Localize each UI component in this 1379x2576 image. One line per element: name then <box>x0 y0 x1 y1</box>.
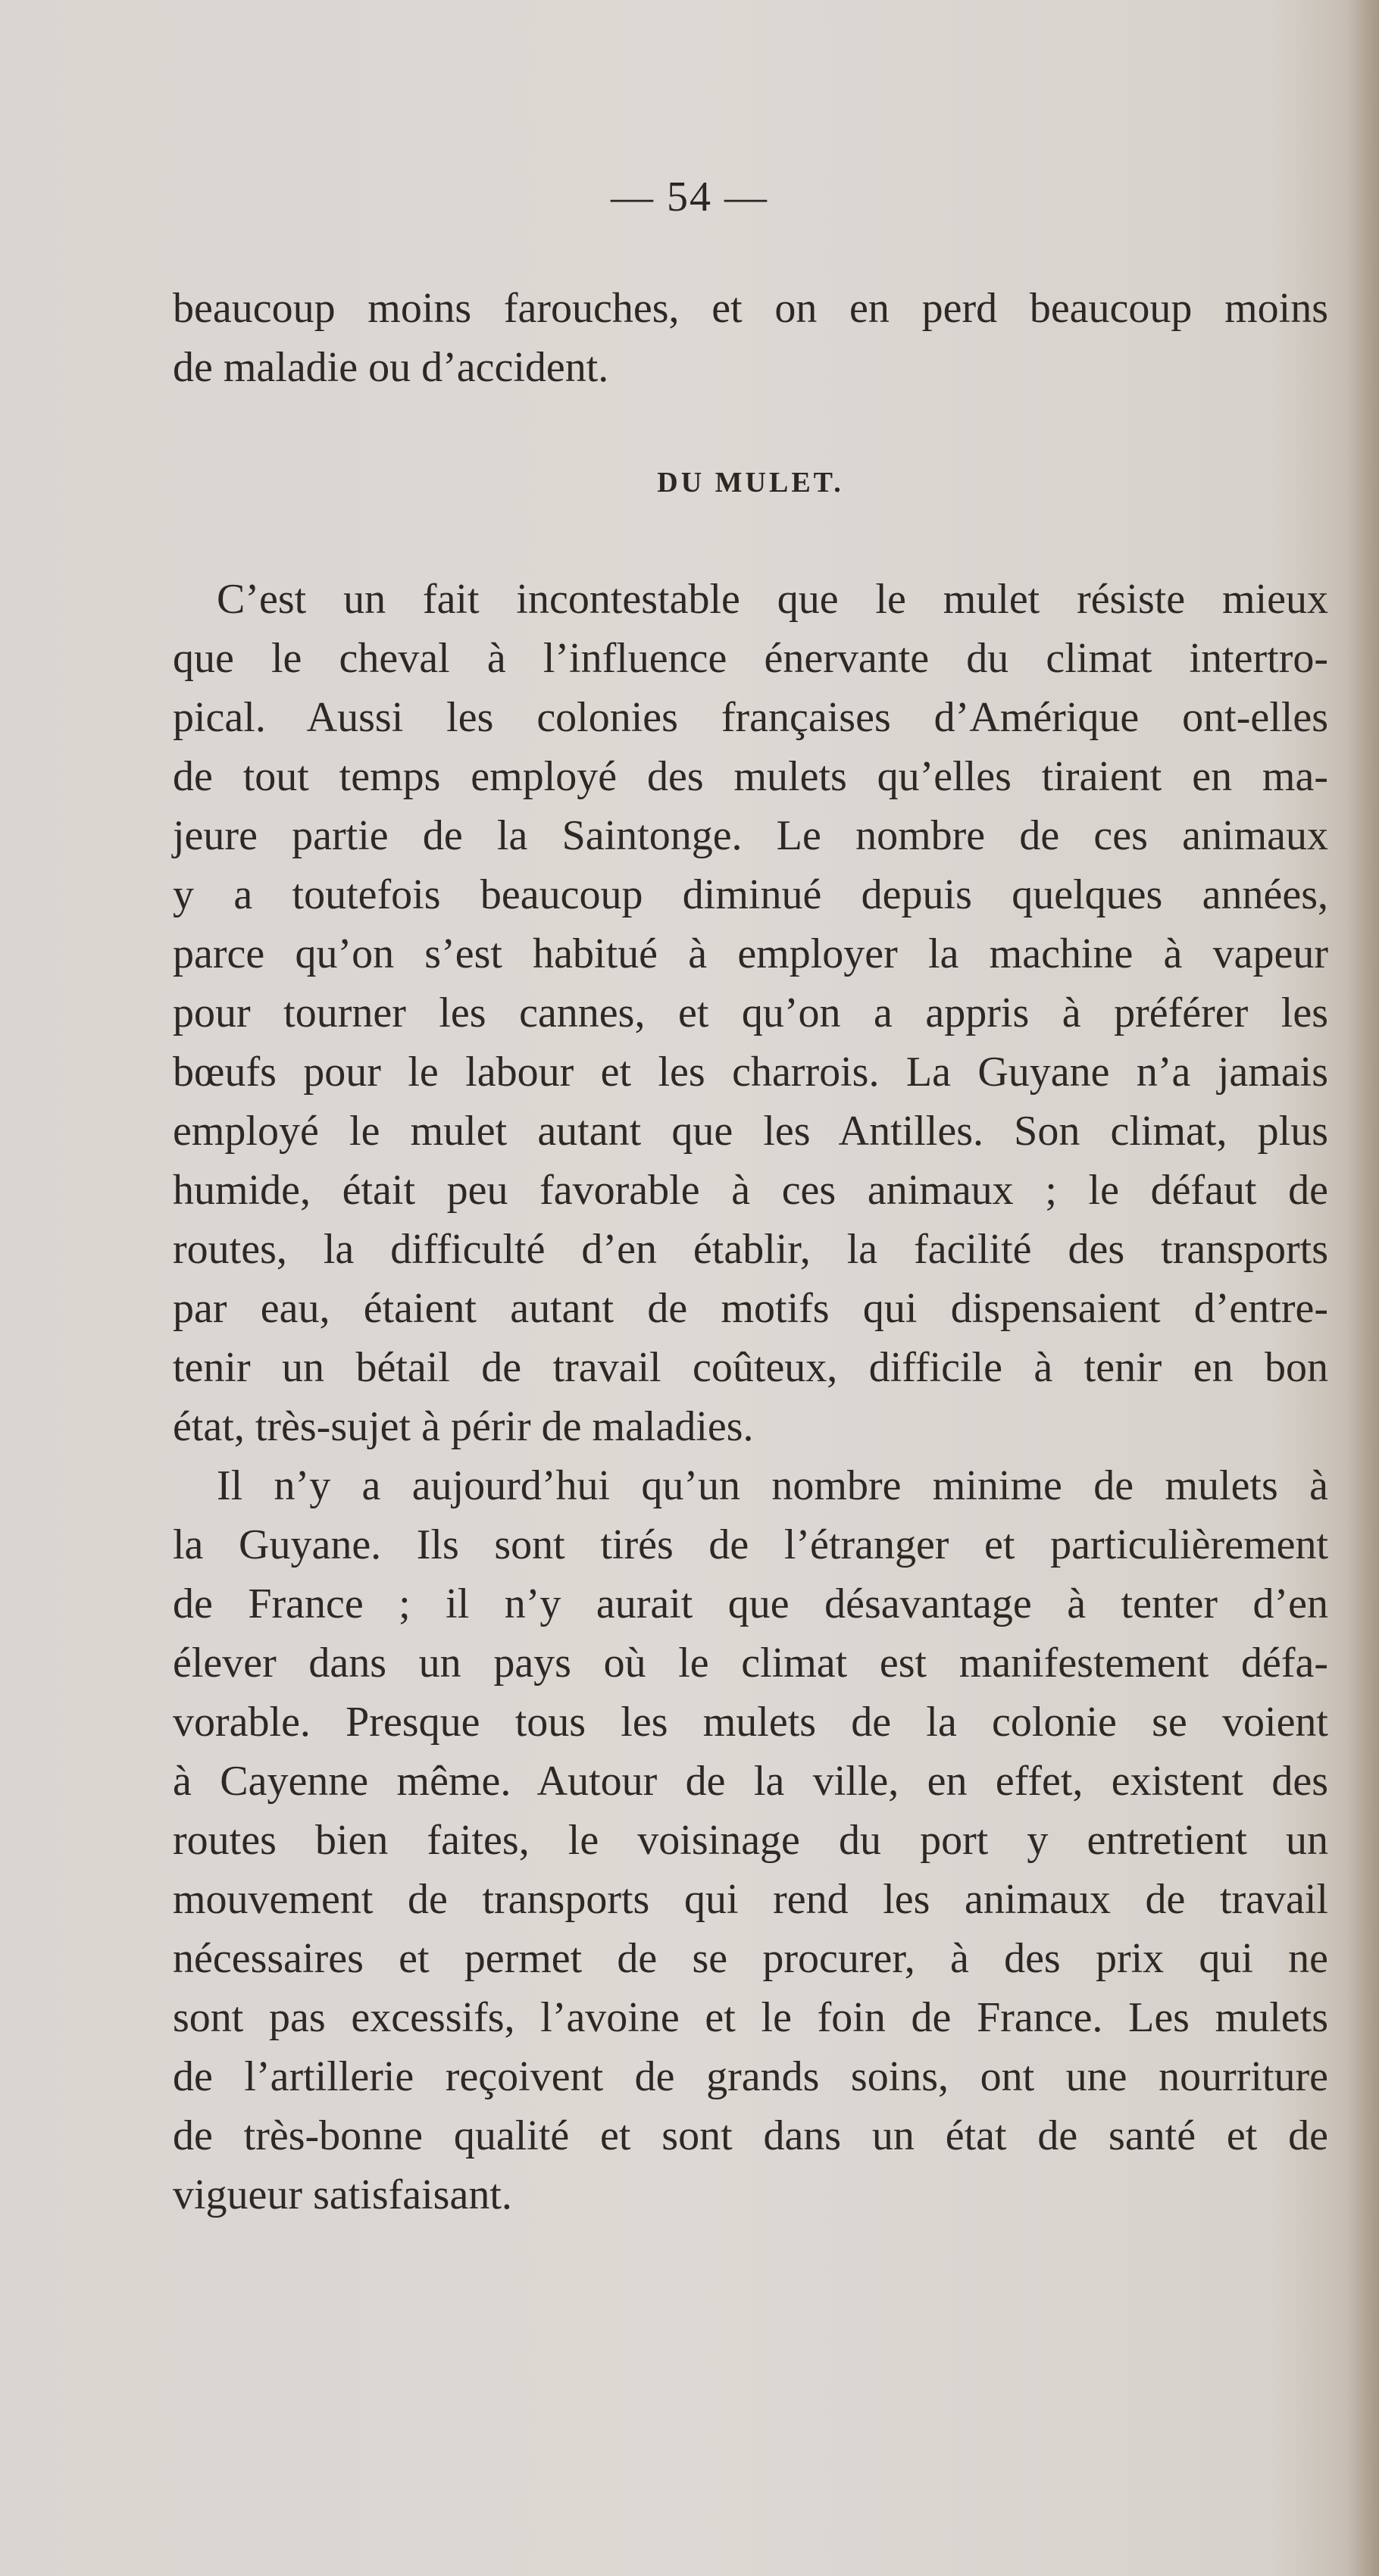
page-edge-shadow <box>1349 0 1379 2576</box>
text-line: y a toutefois beaucoup diminué depuis quelques années, <box>173 871 1328 918</box>
text-line: bœufs pour le labour et les charrois. La Guyane n’a jamais <box>173 1049 1328 1096</box>
text-line: humide, était peu favorable à ces animaux ; le défaut de <box>173 1167 1328 1214</box>
text-line: de tout temps employé des mulets qu’elles tiraient en ma- <box>173 753 1328 800</box>
text-line: nécessaires et permet de se procurer, à des prix qui ne <box>173 1935 1328 1982</box>
text-line: par eau, étaient autant de motifs qui dispensaient d’entre- <box>173 1285 1328 1332</box>
text-line: mouvement de transports qui rend les animaux de travail <box>173 1876 1328 1923</box>
text-line: employé le mulet autant que les Antilles. Son climat, plus <box>173 1108 1328 1155</box>
text-line: état, très-sujet à périr de maladies. <box>173 1403 754 1450</box>
text-line: de très-bonne qualité et sont dans un état de santé et de <box>173 2112 1328 2159</box>
text-line: routes bien faites, le voisinage du port y entretient un <box>173 1817 1328 1864</box>
text-line: vorable. Presque tous les mulets de la colonie se voient <box>173 1699 1328 1746</box>
text-line: C’est un fait incontestable que le mulet résiste mieux <box>217 576 1328 623</box>
text-line: parce qu’on s’est habitué à employer la machine à vapeur <box>173 930 1328 977</box>
text-line: vigueur satisfaisant. <box>173 2171 512 2218</box>
text-line: beaucoup moins farouches, et on en perd beaucoup moins <box>173 285 1328 332</box>
text-line: à Cayenne même. Autour de la ville, en effet, existent des <box>173 1758 1328 1805</box>
text-line: élever dans un pays où le climat est manifestement défa- <box>173 1640 1328 1687</box>
text-line: la Guyane. Ils sont tirés de l’étranger et particulièrement <box>173 1521 1328 1568</box>
text-line: tenir un bétail de travail coûteux, difficile à tenir en bon <box>173 1344 1328 1391</box>
paragraph-1 <box>173 570 1328 1456</box>
text-line: de France ; il n’y aurait que désavantage à tenter d’en <box>173 1580 1328 1627</box>
text-line: jeure partie de la Saintonge. Le nombre de ces animaux <box>173 812 1328 859</box>
text-line: pour tourner les cannes, et qu’on a appris à préférer les <box>173 989 1328 1036</box>
text-line: sont pas excessifs, l’avoine et le foin de France. Les mulets <box>173 1994 1328 2041</box>
section-heading: DU MULET. <box>657 467 844 499</box>
page-number: — 54 — <box>611 174 768 220</box>
text-line: routes, la difficulté d’en établir, la facilité des transports <box>173 1226 1328 1273</box>
text-line: Il n’y a aujourd’hui qu’un nombre minime de mulets à <box>217 1462 1328 1509</box>
text-line: de l’artillerie reçoivent de grands soins, ont une nourriture <box>173 2053 1328 2100</box>
text-line: que le cheval à l’influence énervante du climat intertro- <box>173 635 1328 682</box>
paragraph-2 <box>173 1456 1328 2224</box>
body-text <box>173 279 1328 2224</box>
text-line: pical. Aussi les colonies françaises d’Amérique ont-elles <box>173 694 1328 741</box>
text-line: de maladie ou d’accident. <box>173 344 609 391</box>
